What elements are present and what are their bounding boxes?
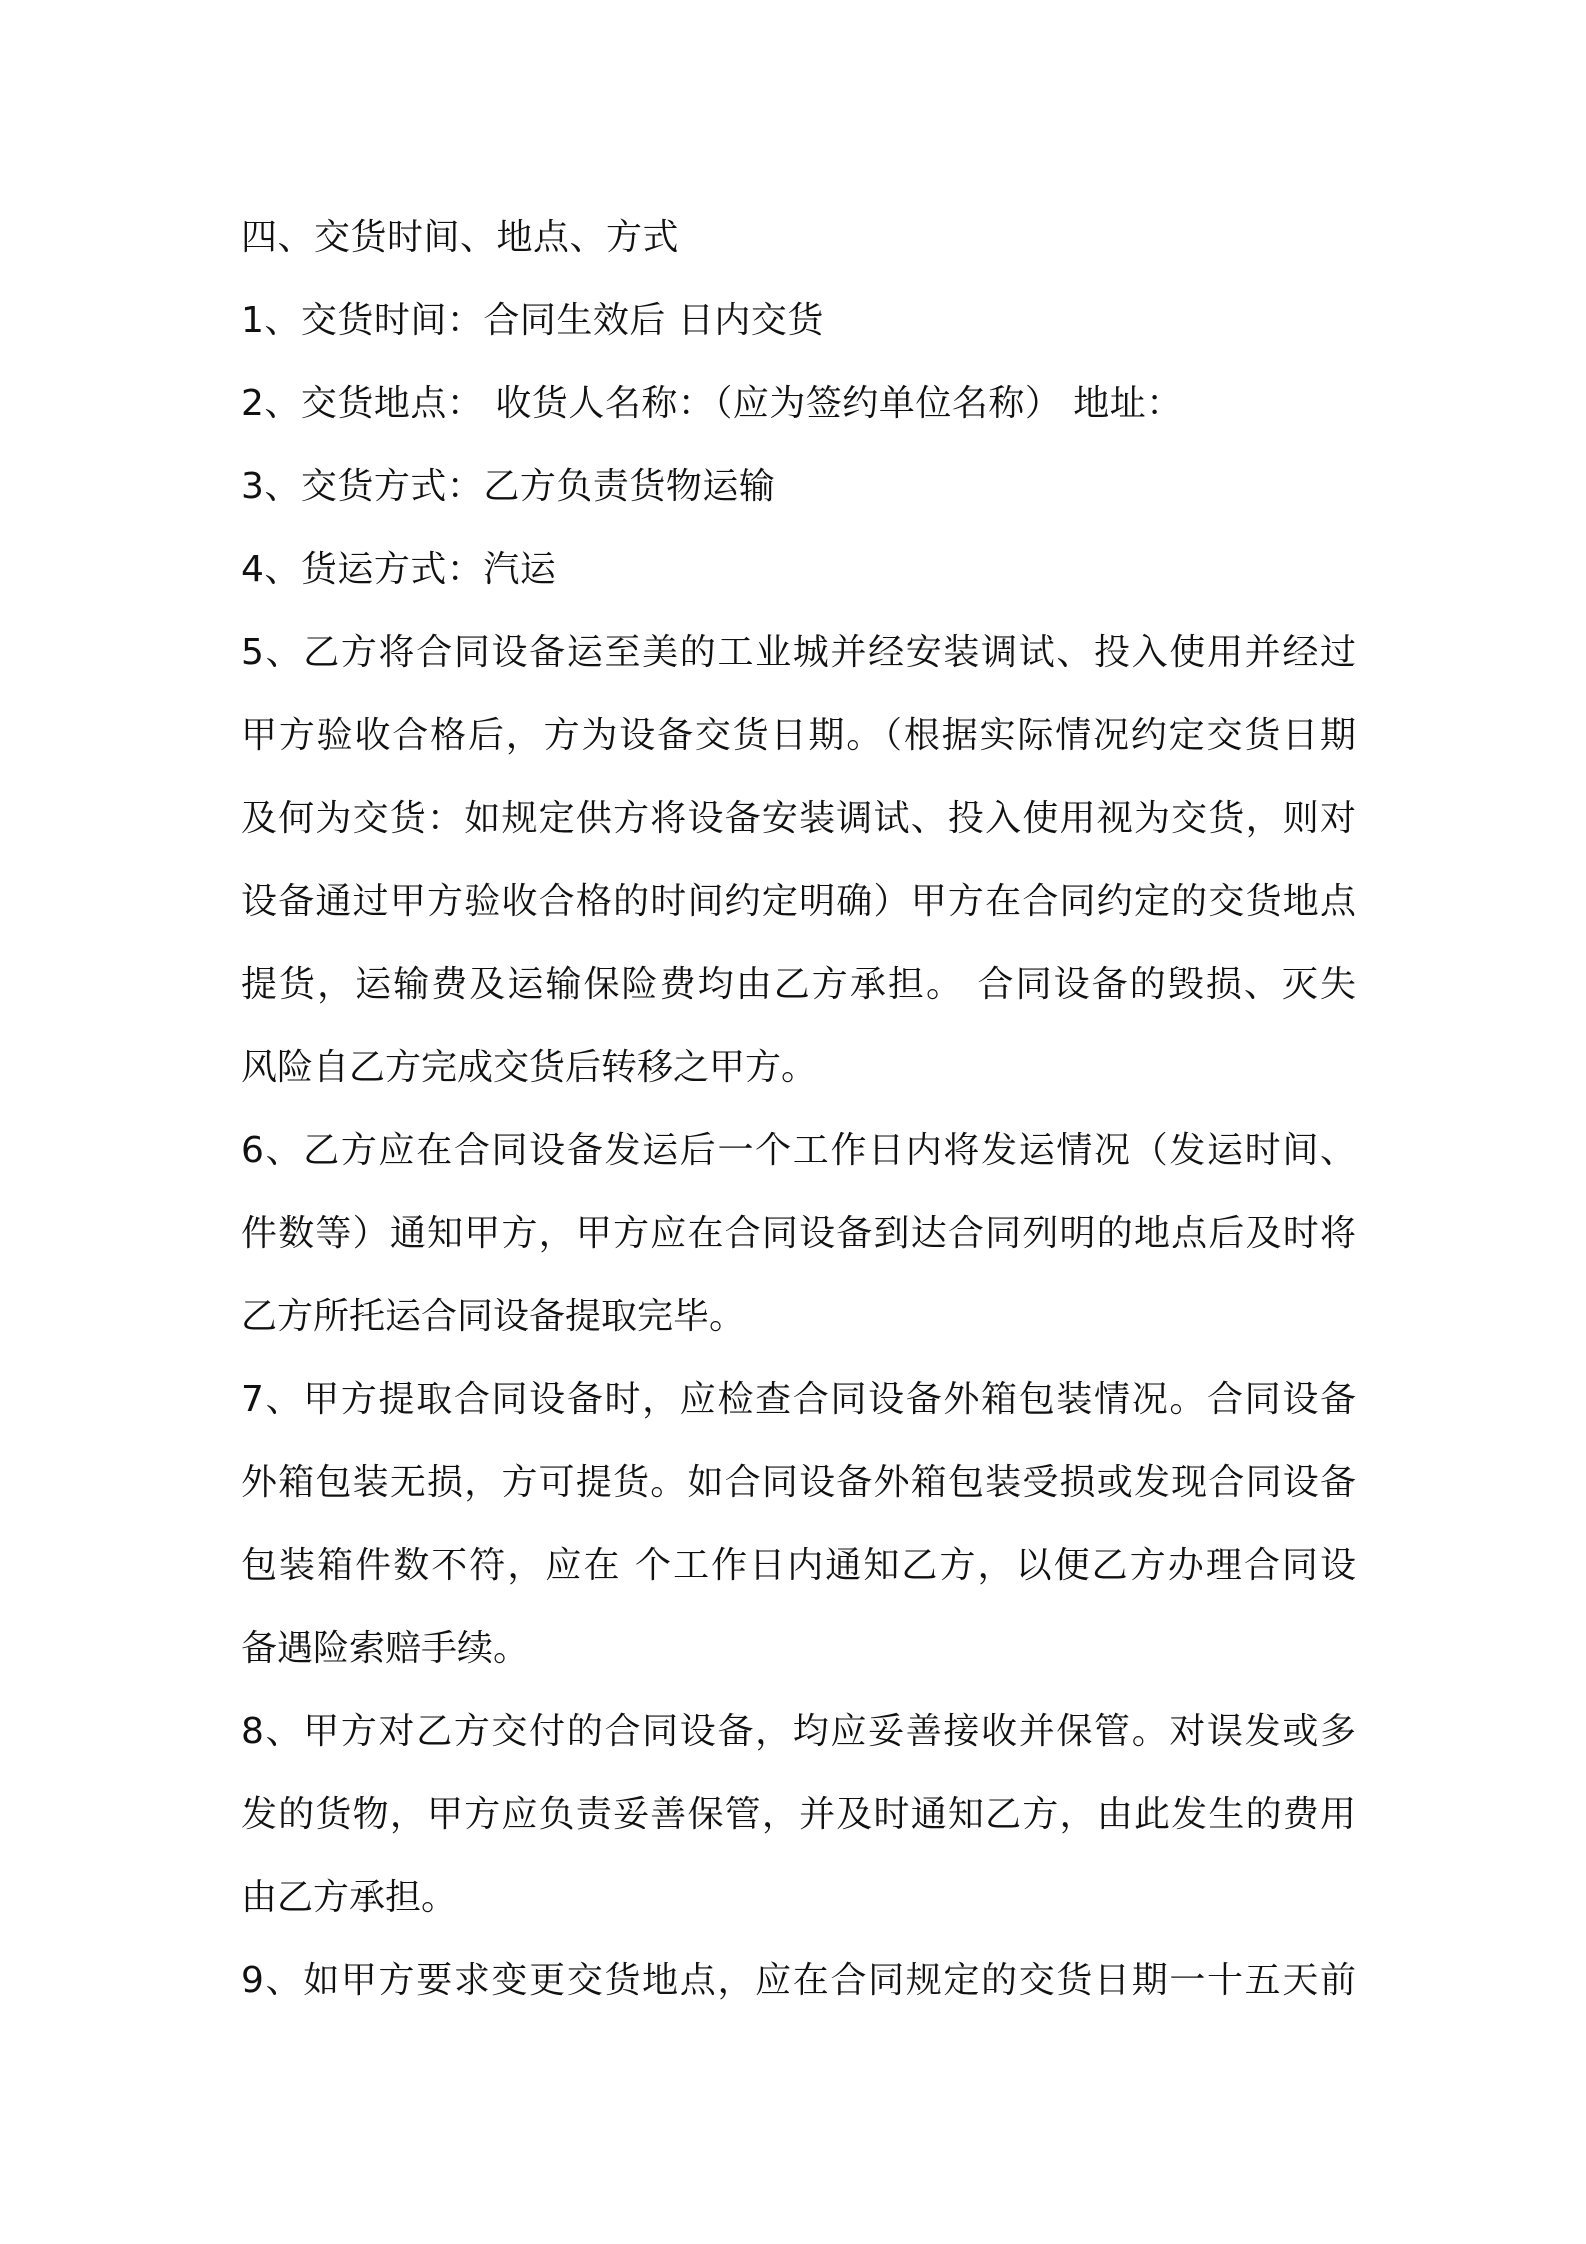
clause-5-line: 设备通过甲方验收合格的时间约定明确）甲方在合同约定的交货地点 [241, 881, 1356, 922]
clause-3: 3、交货方式：乙方负责货物运输 [241, 466, 776, 507]
clause-5-line: 及何为交货：如规定供方将设备安装调试、投入使用视为交货，则对 [241, 798, 1356, 839]
clause-9-line: 9、如甲方要求变更交货地点，应在合同规定的交货日期一十五天前 [241, 1960, 1356, 2001]
clause-6-line: 件数等）通知甲方，甲方应在合同设备到达合同列明的地点后及时将 [241, 1213, 1356, 1254]
clause-8-line: 由乙方承担。 [241, 1877, 458, 1918]
clause-7-line: 7、甲方提取合同设备时，应检查合同设备外箱包装情况。合同设备 [241, 1379, 1356, 1420]
clause-5-line: 5、乙方将合同设备运至美的工业城并经安装调试、投入使用并经过 [241, 632, 1356, 673]
section-heading: 四、交货时间、地点、方式 [241, 217, 680, 258]
clause-7-line: 包装箱件数不符，应在 个工作日内通知乙方，以便乙方办理合同设 [241, 1545, 1356, 1586]
document-body [241, 196, 1356, 2022]
clause-5-line: 风险自乙方完成交货后转移之甲方。 [241, 1047, 818, 1088]
clause-8 [241, 1690, 1356, 1939]
clause-9 [241, 1939, 1356, 2022]
clause-2: 2、交货地点： 收货人名称：（应为签约单位名称） 地址： [241, 383, 1183, 424]
clause-5 [241, 611, 1356, 1109]
clause-5-line: 甲方验收合格后，方为设备交货日期。（根据实际情况约定交货日期 [241, 715, 1356, 756]
clause-7 [241, 1358, 1356, 1690]
clause-7-line: 外箱包装无损，方可提货。如合同设备外箱包装受损或发现合同设备 [241, 1462, 1356, 1503]
clause-7-line: 备遇险索赔手续。 [241, 1628, 530, 1669]
clause-6 [241, 1109, 1356, 1358]
clause-1: 1、交货时间：合同生效后 日内交货 [241, 300, 824, 341]
clause-4: 4、货运方式：汽运 [241, 549, 557, 590]
clause-8-line: 8、甲方对乙方交付的合同设备，均应妥善接收并保管。对误发或多 [241, 1711, 1356, 1752]
clause-8-line: 发的货物，甲方应负责妥善保管，并及时通知乙方，由此发生的费用 [241, 1794, 1356, 1835]
clause-6-line: 6、乙方应在合同设备发运后一个工作日内将发运情况（发运时间、 [241, 1130, 1356, 1171]
clause-5-line: 提货，运输费及运输保险费均由乙方承担。 合同设备的毁损、灭失 [241, 964, 1356, 1005]
clause-6-line: 乙方所托运合同设备提取完毕。 [241, 1296, 746, 1337]
